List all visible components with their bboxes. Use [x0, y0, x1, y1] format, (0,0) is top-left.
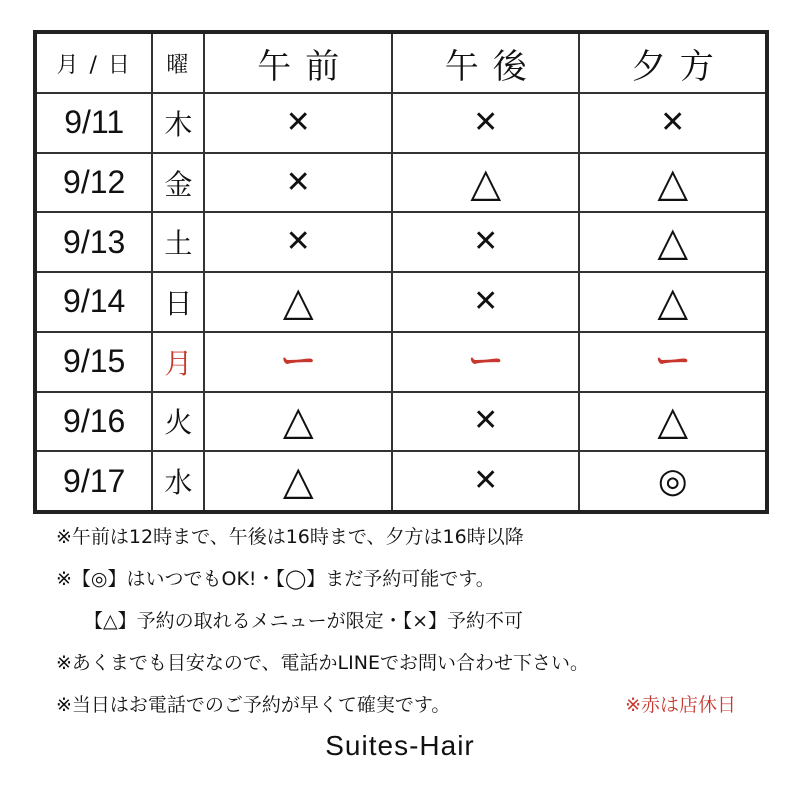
availability-mark: △ [657, 219, 689, 266]
availability-mark: △ [657, 278, 689, 325]
availability-mark: ー [467, 340, 504, 382]
note-legend-limited: 【△】予約の取れるメニューが限定・【×】予約不可 [84, 610, 524, 632]
closed-day-note: ※赤は店休日 [625, 694, 736, 716]
availability-mark: ✕ [473, 283, 499, 319]
afternoon-cell [392, 392, 580, 452]
dow-cell: 日 [152, 272, 204, 332]
header-morning: 午前 [204, 32, 392, 93]
morning-cell [204, 451, 392, 512]
dow-cell: 火 [152, 392, 204, 452]
availability-mark: ✕ [285, 104, 311, 140]
morning-cell [204, 212, 392, 272]
evening-cell [579, 451, 767, 512]
table-row [35, 212, 767, 272]
availability-mark: ✕ [285, 164, 311, 200]
availability-mark: ◎ [657, 461, 688, 502]
note-hours: ※午前は12時まで、午後は16時まで、夕方は16時以降 [56, 526, 524, 548]
dow-cell: 水 [152, 451, 204, 512]
availability-mark: ✕ [473, 224, 499, 260]
availability-mark: △ [470, 159, 502, 206]
availability-mark: △ [657, 398, 689, 445]
availability-mark: ー [654, 340, 691, 382]
evening-cell [579, 332, 767, 392]
evening-cell [579, 93, 767, 153]
availability-mark: ✕ [473, 104, 499, 140]
availability-table [33, 30, 769, 514]
evening-cell [579, 153, 767, 213]
table-row [35, 392, 767, 452]
table-row [35, 332, 767, 392]
table-row [35, 451, 767, 512]
morning-cell [204, 153, 392, 213]
morning-cell [204, 392, 392, 452]
notes-block [56, 516, 776, 726]
availability-mark: ✕ [660, 104, 686, 140]
note-legend-ok: ※【◎】はいつでもOK!・【◯】まだ予約可能です。 [56, 568, 495, 590]
availability-mark: △ [282, 278, 314, 325]
date-cell: 9/14 [35, 272, 152, 332]
table-row [35, 153, 767, 213]
morning-cell [204, 93, 392, 153]
header-evening: 夕方 [579, 32, 767, 93]
date-cell: 9/17 [35, 451, 152, 512]
evening-cell [579, 272, 767, 332]
date-cell: 9/16 [35, 392, 152, 452]
afternoon-cell [392, 332, 580, 392]
brand-name: Suites-Hair [325, 730, 475, 761]
availability-mark: ✕ [285, 224, 311, 260]
table-row [35, 272, 767, 332]
availability-mark: ✕ [473, 403, 499, 439]
header-row [35, 32, 767, 93]
afternoon-cell [392, 153, 580, 213]
dow-cell: 金 [152, 153, 204, 213]
morning-cell [204, 272, 392, 332]
table-row [35, 93, 767, 153]
note-same-day-text: ※当日はお電話でのご予約が早くて確実です。 [56, 694, 451, 716]
note-contact: ※あくまでも目安なので、電話かLINEでお問い合わせ下さい。 [56, 652, 589, 674]
date-cell: 9/11 [35, 93, 152, 153]
date-cell: 9/13 [35, 212, 152, 272]
afternoon-cell [392, 451, 580, 512]
table-body [35, 93, 767, 512]
afternoon-cell [392, 212, 580, 272]
dow-cell: 月 [152, 332, 204, 392]
availability-mark: ー [280, 340, 317, 382]
dow-cell: 木 [152, 93, 204, 153]
afternoon-cell [392, 93, 580, 153]
availability-mark: △ [282, 458, 314, 505]
evening-cell [579, 212, 767, 272]
availability-mark: △ [657, 159, 689, 206]
availability-mark: ✕ [473, 463, 499, 499]
morning-cell [204, 332, 392, 392]
date-cell: 9/15 [35, 332, 152, 392]
evening-cell [579, 392, 767, 452]
availability-mark: △ [282, 398, 314, 445]
dow-cell: 土 [152, 212, 204, 272]
header-dow: 曜 [152, 32, 204, 93]
afternoon-cell [392, 272, 580, 332]
note-same-day [56, 684, 776, 726]
date-cell: 9/12 [35, 153, 152, 213]
header-date: 月 / 日 [35, 32, 152, 93]
header-afternoon: 午後 [392, 32, 580, 93]
